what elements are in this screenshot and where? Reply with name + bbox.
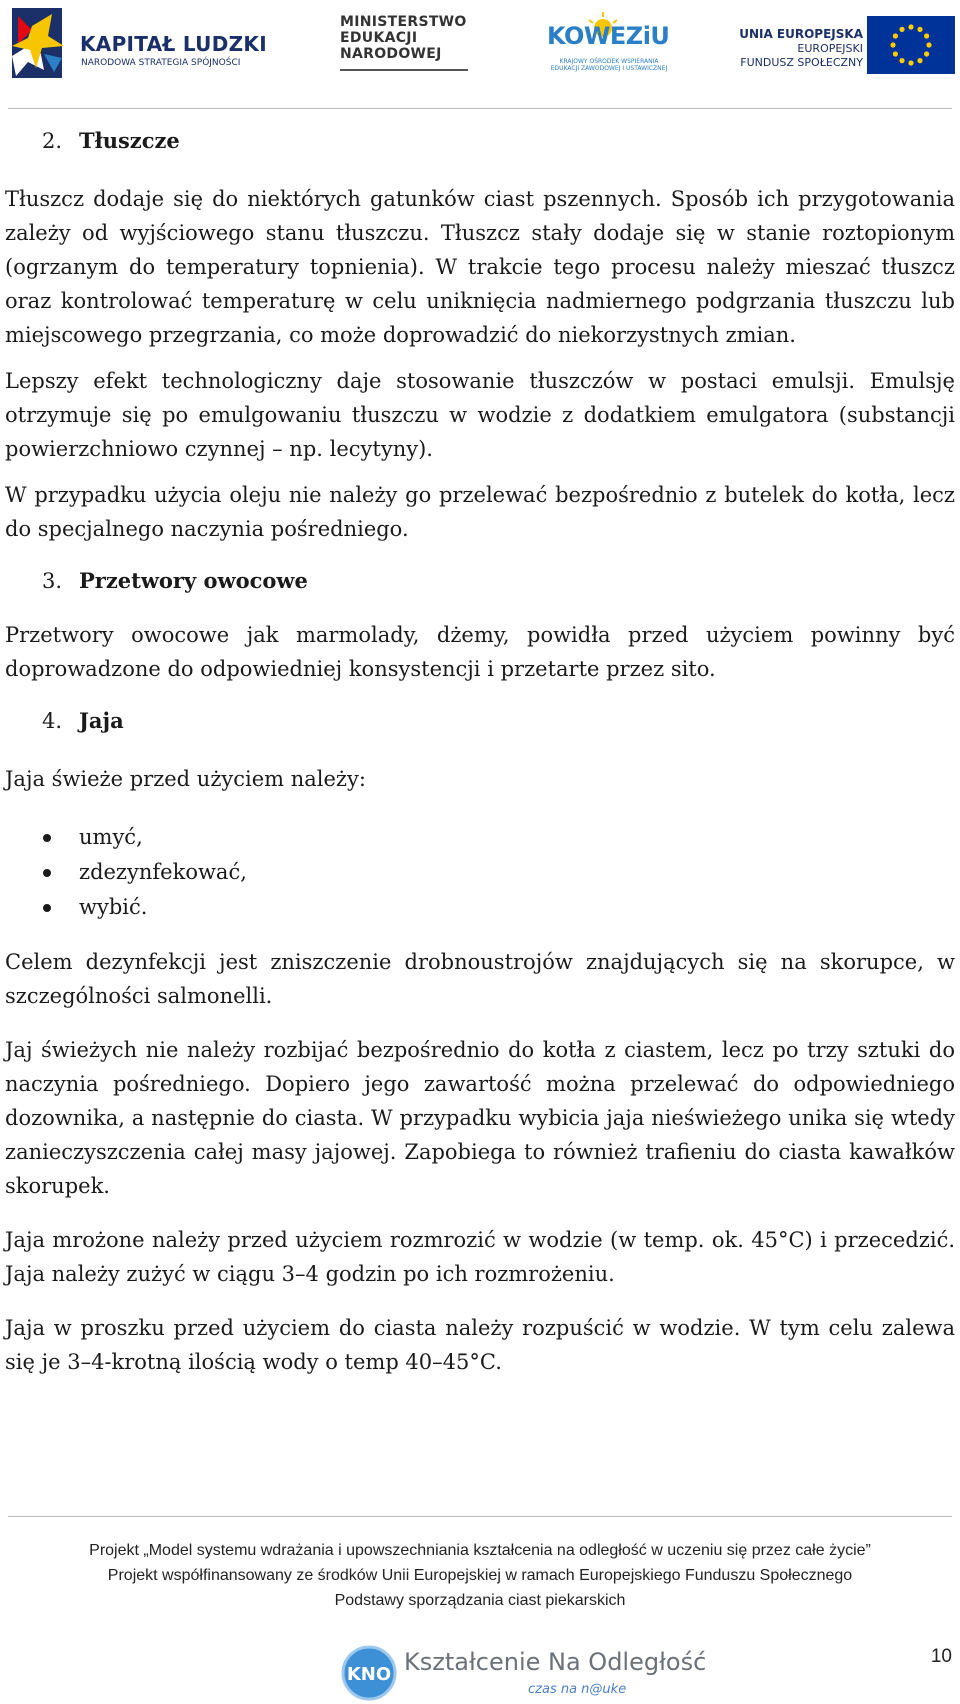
paragraph: Przetwory owocowe jak marmolady, dżemy, powidła przed użyciem powinny być doprowadzone do odpowiedniej konsystencji i przetarte przez sito. [5, 623, 955, 681]
kapital-ludzki-subtitle: NARODOWA STRATEGIA SPÓJNOŚCI [81, 58, 241, 68]
kno-title: Kształcenie Na Odległość [404, 1648, 707, 1676]
paragraph: Celem dezynfekcji jest zniszczenie drobnoustrojów znajdujących się na skorupce, w szczególności salmonelli. [5, 950, 955, 1008]
unia-line2: EUROPEJSKI [797, 42, 863, 55]
list-item: umyć, [5, 820, 955, 855]
paragraph: Jaja świeże przed użyciem należy: [5, 767, 366, 791]
section-title: Przetwory owocowe [79, 568, 308, 593]
header-divider [8, 108, 952, 109]
page-header [0, 0, 960, 110]
bullet-list [5, 820, 955, 925]
list-item: zdezynfekować, [5, 855, 955, 890]
page-footer [0, 1538, 960, 1613]
paragraph: Tłuszcz dodaje się do niektórych gatunków ciast pszennych. Sposób ich przygotowania zależy od wyjściowego stanu tłuszczu. Tłuszcz stały dodaje się w stanie roztopionym (ogrzanym do temperatury topnienia). W trakcie tego procesu należy mieszać tłuszcz oraz kontrolować temperaturę w celu uniknięcia nadmiernego podgrzania tłuszczu lub miejscowego przegrzania, co może doprowadzić do niekorzystnych zmian. [5, 187, 955, 347]
paragraph: Lepszy efekt technologiczny daje stosowanie tłuszczów w postaci emulsji. Emulsję otrzymuje się po emulgowaniu tłuszczu w wodzie z dodatkiem emulgatora (substancji powierzchniowo czynnej – np. lecytyny). [5, 369, 955, 461]
ministerstwo-line2: EDUKACJI [340, 30, 418, 46]
kno-globe-icon [340, 1644, 398, 1702]
svg-text:KNO: KNO [346, 1664, 392, 1685]
ksztalcenie-na-odleglosc-logo [340, 1644, 707, 1702]
eu-flag-icon [867, 16, 955, 74]
kapital-ludzki-logo [8, 6, 267, 88]
kapital-ludzki-title: KAPITAŁ LUDZKI [80, 32, 267, 56]
section-number: 4. [42, 709, 63, 733]
section-number: 2. [42, 129, 63, 153]
footer-funding-line: Projekt współfinansowany ze środków Unii Europejskiej w ramach Europejskiego Funduszu Społecznego [107, 1567, 853, 1584]
section-heading-tluszcze [5, 124, 955, 158]
kapital-ludzki-star-icon [8, 6, 72, 82]
page-number: 10 [930, 1646, 952, 1667]
ministerstwo-line1: MINISTERSTWO [340, 14, 467, 30]
section-number: 3. [42, 569, 63, 593]
section-heading-przetwory [5, 564, 955, 598]
list-item: wybić. [5, 890, 955, 925]
paragraph: Jaj świeżych nie należy rozbijać bezpośrednio do kotła z ciastem, lecz po trzy sztuki do naczynia pośredniego. Dopiero jego zawartość można przelewać do odpowiedniego dozownika, a następnie do ciasta. W przypadku wybicia jaja nieświeżego unika się wtedy zanieczyszczenia całej masy jajowej. Zapobiega to również trafieniu do ciasta kawałków skorupek. [5, 1038, 955, 1198]
footer-document-title: Podstawy sporządzania ciast piekarskich [334, 1592, 626, 1609]
paragraph: Jaja w proszku przed użyciem do ciasta należy rozpuścić w wodzie. W tym celu zalewa się je 3–4-krotną ilością wody o temp 40–45°C. [5, 1316, 955, 1374]
kno-subtitle: czas na n@uke [528, 1682, 627, 1697]
koweziu-logo [543, 10, 673, 82]
section-title: Tłuszcze [79, 128, 180, 153]
footer-project-line: Projekt „Model systemu wdrażania i upowszechniania kształcenia na odległość w uczeniu się przez całe życie” [89, 1542, 871, 1559]
paragraph: W przypadku użycia oleju nie należy go przelewać bezpośrednio z butelek do kotła, lecz do specjalnego naczynia pośredniego. [5, 483, 955, 541]
koweziu-name: KOWEZiU [547, 22, 670, 50]
koweziu-subtitle: KRAJOWY OŚRODEK WSPIERANIA EDUKACJI ZAWODOWEJ I USTAWICZNEJ [550, 58, 668, 72]
unia-line1: UNIA EUROPEJSKA [739, 27, 863, 41]
footer-divider [8, 1516, 952, 1517]
unia-europejska-text [739, 26, 863, 70]
document-body [5, 120, 955, 1379]
unia-europejska-logo [735, 14, 955, 84]
paragraph: Jaja mrożone należy przed użyciem rozmrozić w wodzie (w temp. ok. 45°C) i przecedzić. Jaja należy zużyć w ciągu 3–4 godzin po ich rozmrożeniu. [5, 1228, 955, 1286]
ministerstwo-logo [340, 14, 475, 76]
ministerstwo-line3: NARODOWEJ [340, 46, 442, 62]
ministerstwo-rule [340, 69, 468, 71]
unia-line3: FUNDUSZ SPOŁECZNY [740, 56, 863, 69]
section-title: Jaja [79, 708, 124, 733]
section-heading-jaja [5, 704, 955, 738]
